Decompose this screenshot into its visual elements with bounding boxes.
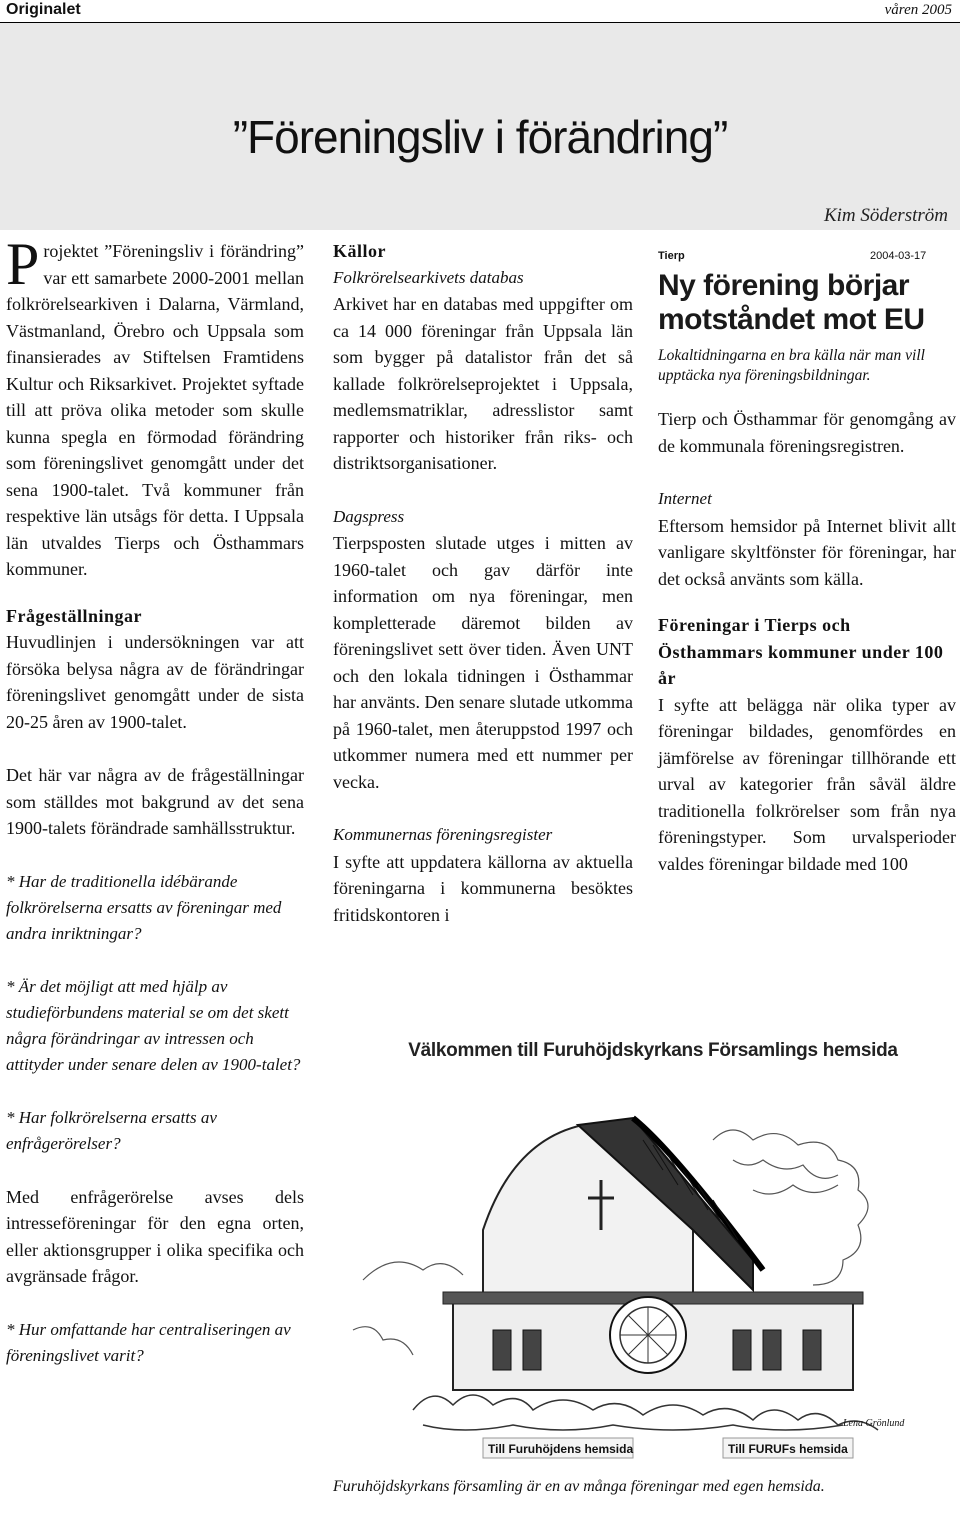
page-header [0,0,960,23]
article-author: Kim Söderström [823,205,948,226]
question-1: * Har de traditionella idébärande folkrörelserna ersatts av föreningar med andra inriktningar? [6,871,282,943]
issue-date: våren 2005 [884,2,952,18]
subheading-foreningsregister: Kommunernas föreningsregister [333,825,553,844]
question-2: * Är det möjligt att med hjälp av studieförbundens material se om det skett några förändringar av intressen och attityder under senare delen av 1900-talet? [6,976,301,1074]
link-furuhojden[interactable]: Till Furuhöjdens hemsida [488,1442,634,1456]
question-3: * Har folkrörelserna ersatts av enfrågerörelser? [6,1107,217,1153]
subheading-databas: Folkrörelsearkivets databas [333,267,524,287]
clipping-headline-2: motståndet mot EU [658,303,925,336]
paragraph-dagspress: Tierpsposten slutade utges i mitten av 1960-talet och gav därför inte information om nya föreningar, men kompletterade däremot bilden av föreningslivet sett över tiden. Även UNT och den lokala tidningen i Östhammar har använts. Den senare slutade utkomma på 1960-talet, men återuppstod 1997 och utkommer numera med ett nummer per vecka. [333,533,633,792]
subheading-internet: Internet [658,489,712,508]
paragraph-enfragerorelse: Med enfrågerörelse avses dels intresseföreningar för den egna orten, eller aktionsgrupper i olika specifika och avgränsade frågor. [6,1186,304,1286]
intro-text: rojektet ”Föreningsliv i förändring” var ett samarbete 2000-2001 mellan folkrörelsearkiven i Dalarna, Värmland, Västmanland, Örebro och Uppsala som finansierades av Stiftelsen Framtidens Kultur och Riksarkivet. Projektet syftade till att pröva olika metoder som skulle kunna spegla en förmodad förändring som föreningslivet genomgått under det sena 1900-talet. Två kommuner från respektive län utsågs för detta. I Uppsala län utvaldes Tierps och Östhammars kommuner. [6,241,304,579]
column-1 [6,231,304,1369]
paragraph-urval: I syfte att belägga när olika typer av föreningar bildades, genomfördes en jämförelse av föreningar tillhörande ett urval av kategorier från såväl äldre traditionella folkrörelser som från nya föreningstyper. Som urvalsperioder valdes föreningar bildade med 100 [658,694,956,874]
heading-foreningar: Föreningar i Tierps och Östhammars kommuner under 100 år [658,615,944,688]
drawing-signature: Lena Grönlund [843,1418,905,1429]
article-title: ”Föreningsliv i förändring” [232,111,728,163]
church-webpage-image [333,1030,958,1475]
question-4: * Hur omfattande har centraliseringen av föreningslivet varit? [6,1319,291,1365]
clipping-tag: Tierp [658,250,685,262]
heading-kallor: Källor [333,241,386,261]
clipping-headline-1: Ny förening börjar [658,269,910,302]
column-3 [658,346,956,877]
paragraph-fragestallningar: Det här var några av de frågeställningar som ställdes mot bakgrund av det sena 1900-talets förändrade samhällsstruktur. [6,765,304,838]
intro-paragraph [6,231,304,583]
newspaper-clipping [658,248,956,340]
section-name: Originalet [6,1,81,18]
column-2 [333,238,633,928]
drop-cap: P [6,231,40,297]
church-drawing [333,1030,958,1475]
paragraph-huvudlinjen: Huvudlinjen i undersökningen var att försöka belysa några av de förändringar föreningslivet genomgått under de sista 20-25 åren av 1900-talet. [6,632,304,732]
paragraph-databas: Arkivet har en databas med uppgifter om ca 14 000 föreningar från Uppsala län som bygger på datalistor från det så kallade folkrörelseprojektet i Uppsala, medlemsmatriklar, adresslistor samt rapporter och historiker från riks- och distriktsorganisationer. [333,294,633,473]
paragraph-internet: Eftersom hemsidor på Internet blivit allt vanligare skyltfönster för föreningar, har det också använts som källa. [658,515,956,589]
link-furuf[interactable]: Till FURUFs hemsida [728,1442,848,1456]
paragraph-tierp: Tierp och Östhammar för genomgång av de kommunala föreningsregistren. [658,409,956,456]
clipping-caption: Lokaltidningarna en bra källa när man vill upptäcka nya föreningsbildningar. [658,347,925,384]
heading-fragestallningar: Frågeställningar [6,605,142,626]
paragraph-foreningsregister: I syfte att uppdatera källorna av aktuella föreningarna i kommunerna besöktes fritidskontoren i [333,851,633,925]
subheading-dagspress: Dagspress [333,506,405,526]
webpage-headline: Välkommen till Furuhöjdskyrkans Församlings hemsida [408,1040,898,1061]
clipping-date: 2004-03-17 [870,250,927,262]
webpage-caption: Furuhöjdskyrkans församling är en av många föreningar med egen hemsida. [333,1478,825,1495]
